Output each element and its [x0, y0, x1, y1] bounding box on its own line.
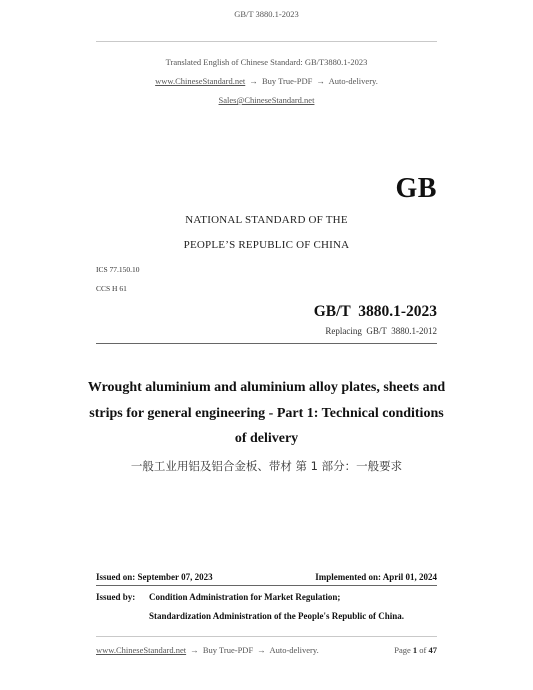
- email-link[interactable]: Sales@ChineseStandard.net: [218, 95, 315, 105]
- footer-buy-text: Buy True-PDF: [202, 645, 254, 655]
- arrow-right-icon: →: [316, 76, 325, 86]
- footer-delivery-text: Auto-delivery.: [269, 645, 319, 655]
- arrow-right-icon: →: [190, 645, 199, 655]
- page-indicator: [394, 645, 437, 655]
- implemented-on: Implemented on: April 01, 2024: [315, 572, 437, 582]
- chinese-title: 一般工业用铝及铝合金板、带材 第 1 部分：一般要求: [130, 459, 403, 473]
- gb-mark: GB: [395, 173, 437, 204]
- buy-text: Buy True-PDF: [262, 76, 313, 86]
- issuer-2: Standardization Administration of the People's Republic of China.: [149, 611, 405, 621]
- title-line-2: strips for general engineering - Part 1: Technical conditions: [89, 406, 444, 421]
- dates-rule: [96, 585, 437, 586]
- issued-by-label: Issued by:: [96, 592, 136, 602]
- arrow-right-icon: →: [249, 76, 258, 86]
- footer-purchase-line: [96, 645, 319, 655]
- page-total: 47: [428, 645, 437, 655]
- national-standard-line2: PEOPLE’S REPUBLIC OF CHINA: [183, 239, 350, 251]
- purchase-line: [0, 76, 533, 86]
- running-header: GB/T 3880.1-2023: [234, 9, 299, 19]
- footer-site-link[interactable]: www.ChineseStandard.net: [96, 645, 187, 655]
- number-rule: [96, 343, 437, 344]
- site-link[interactable]: www.ChineseStandard.net: [155, 76, 246, 86]
- replacing-standard: Replacing GB/T 3880.1-2012: [325, 326, 437, 336]
- issuer-1: Condition Administration for Market Regulation;: [149, 592, 341, 602]
- ccs-code: CCS H 61: [96, 284, 127, 293]
- title-line-1: Wrought aluminium and aluminium alloy plates, sheets and: [87, 380, 446, 395]
- ics-code: ICS 77.150.10: [96, 265, 140, 274]
- page-current: 1: [412, 645, 418, 655]
- translation-notice: Translated English of Chinese Standard: GB/T3880.1-2023: [165, 57, 368, 67]
- standard-number: GB/T 3880.1-2023: [313, 303, 437, 320]
- email-line: [0, 95, 533, 105]
- national-standard-line1: NATIONAL STANDARD OF THE: [185, 214, 348, 226]
- issued-on: Issued on: September 07, 2023: [96, 572, 213, 582]
- page-of: of: [419, 645, 427, 655]
- title-line-3: of delivery: [234, 431, 299, 446]
- header-rule: [96, 41, 437, 42]
- page-label: Page: [394, 645, 411, 655]
- delivery-text: Auto-delivery.: [328, 76, 378, 86]
- arrow-right-icon: →: [257, 645, 266, 655]
- footer-rule: [96, 636, 437, 637]
